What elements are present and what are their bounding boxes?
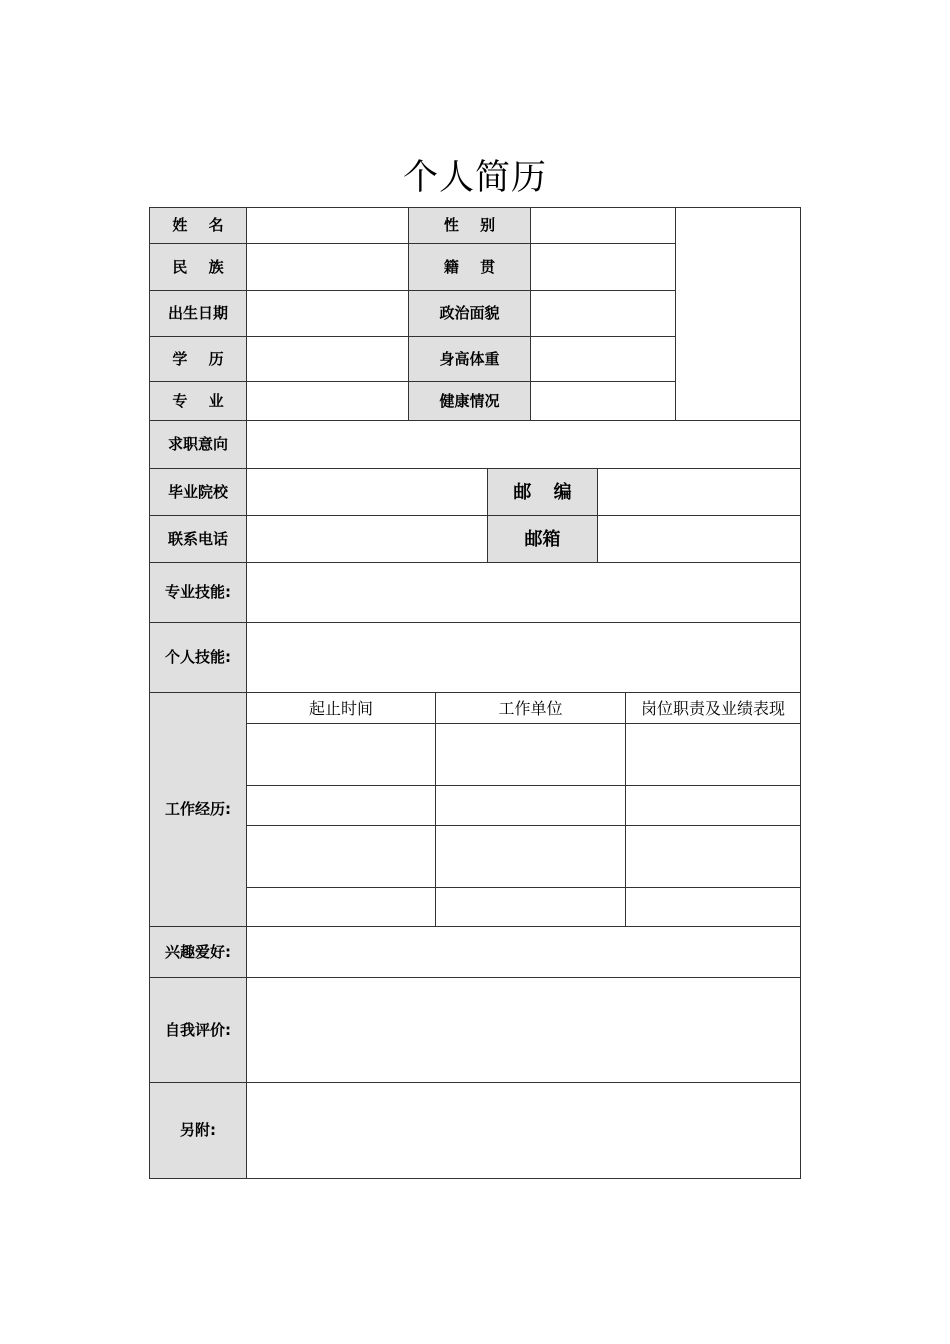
work-cell-employer[interactable] [435,785,626,826]
label-health: 健康情况 [408,381,531,421]
field-political-status[interactable] [530,290,676,337]
label-work-experience: 工作经历: [149,692,247,927]
field-height-weight[interactable] [530,336,676,382]
label-major: 专 业 [149,381,247,421]
field-phone[interactable] [246,515,488,563]
work-cell-employer[interactable] [435,887,626,927]
label-name: 姓 名 [149,207,247,244]
page-title: 个人简历 [402,158,547,198]
work-cell-duties[interactable] [625,887,801,927]
work-header-employer: 工作单位 [435,692,626,724]
work-cell-period[interactable] [246,723,436,786]
field-health[interactable] [530,381,676,421]
field-professional-skills[interactable] [246,562,801,623]
field-attachment[interactable] [246,1082,801,1179]
work-header-period: 起止时间 [246,692,436,724]
field-gender[interactable] [530,207,676,244]
field-self-evaluation[interactable] [246,977,801,1083]
work-cell-period[interactable] [246,887,436,927]
label-hobbies: 兴趣爱好: [149,926,247,978]
label-postal-code: 邮 编 [487,468,598,516]
work-cell-duties[interactable] [625,825,801,888]
label-graduated-school: 毕业院校 [149,468,247,516]
label-email: 邮箱 [487,515,598,563]
field-name[interactable] [246,207,409,244]
field-job-intention[interactable] [246,420,801,469]
field-birth-date[interactable] [246,290,409,337]
photo-box[interactable] [675,207,801,421]
label-education: 学 历 [149,336,247,382]
label-gender: 性 别 [408,207,531,244]
work-cell-employer[interactable] [435,825,626,888]
work-header-duties: 岗位职责及业绩表现 [625,692,801,724]
label-attachment: 另附: [149,1082,247,1179]
label-self-evaluation: 自我评价: [149,977,247,1083]
label-professional-skills: 专业技能: [149,562,247,623]
label-personal-skills: 个人技能: [149,622,247,693]
field-graduated-school[interactable] [246,468,488,516]
label-birth-date: 出生日期 [149,290,247,337]
label-ethnicity: 民 族 [149,243,247,291]
field-postal-code[interactable] [597,468,801,516]
field-email[interactable] [597,515,801,563]
label-height-weight: 身高体重 [408,336,531,382]
field-ethnicity[interactable] [246,243,409,291]
label-political-status: 政治面貌 [408,290,531,337]
field-native-place[interactable] [530,243,676,291]
field-education[interactable] [246,336,409,382]
field-hobbies[interactable] [246,926,801,978]
label-job-intention: 求职意向 [149,420,247,469]
work-cell-duties[interactable] [625,785,801,826]
label-native-place: 籍 贯 [408,243,531,291]
work-cell-period[interactable] [246,825,436,888]
work-cell-period[interactable] [246,785,436,826]
work-cell-employer[interactable] [435,723,626,786]
label-phone: 联系电话 [149,515,247,563]
work-cell-duties[interactable] [625,723,801,786]
field-major[interactable] [246,381,409,421]
field-personal-skills[interactable] [246,622,801,693]
